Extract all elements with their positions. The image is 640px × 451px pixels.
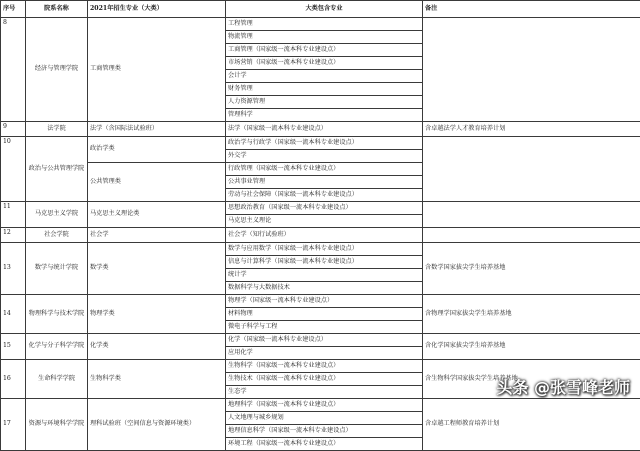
major-cell: 应用化学 — [226, 347, 423, 360]
major-cell: 化学（国家级一流本科专业建设点） — [226, 334, 423, 347]
table-row — [1, 228, 640, 243]
major-cell: 外交学 — [226, 150, 423, 163]
major-cell: 物理学（国家级一流本科专业建设点） — [226, 295, 423, 308]
row-seq: 10 — [1, 137, 26, 202]
major-cell: 工商管理（国家级一流本科专业建设点） — [226, 44, 423, 57]
major-cell: 人力资源管理 — [226, 96, 423, 109]
row-seq: 12 — [1, 228, 26, 243]
row-school: 物理科学与技术学院 — [26, 295, 88, 334]
major-cell: 行政管理（国家级一流本科专业建设点） — [226, 163, 423, 176]
table-row — [1, 360, 640, 373]
major-cell: 马克思主义理论 — [226, 215, 423, 228]
row-seq: 11 — [1, 202, 26, 228]
row-school: 社会学院 — [26, 228, 88, 243]
major-cell: 思想政治教育（国家级一流本科专业建设点） — [226, 202, 423, 215]
major-cell: 物流管理 — [226, 31, 423, 44]
major-cell: 政治学与行政学（国家级一流本科专业建设点） — [226, 137, 423, 150]
row-seq: 15 — [1, 334, 26, 360]
row-seq: 9 — [1, 122, 26, 137]
row-note: 含化学国家拔尖学生培养基地 — [423, 334, 640, 360]
row-seq: 17 — [1, 399, 26, 451]
major-cell: 管理科学 — [226, 109, 423, 122]
row-note — [423, 137, 640, 202]
major-cell: 地理信息科学（国家级一流本科专业建设点） — [226, 425, 423, 438]
row-seq: 8 — [1, 18, 26, 122]
row-school: 经济与管理学院 — [26, 18, 88, 122]
major-cell: 生态学 — [226, 386, 423, 399]
watermark-logo: 头条 @张雪峰老师 — [496, 375, 630, 398]
header-row — [1, 1, 640, 18]
major-cell: 材料物理 — [226, 308, 423, 321]
row-category: 马克思主义理论类 — [88, 202, 226, 228]
table-row — [1, 399, 640, 412]
row-school: 生命科学学院 — [26, 360, 88, 399]
row-school: 政治与公共管理学院 — [26, 137, 88, 202]
major-cell: 公共事业管理 — [226, 176, 423, 189]
row-category: 生物科学类 — [88, 360, 226, 399]
table-row — [1, 243, 640, 256]
major-cell: 地理科学（国家级一流本科专业建设点） — [226, 399, 423, 412]
major-cell: 工程管理 — [226, 18, 423, 31]
major-cell: 统计学 — [226, 269, 423, 282]
major-cell: 社会学（知行试验班） — [226, 228, 423, 243]
row-note: 含生物科学国家拔尖学生培养基地 — [423, 360, 640, 399]
row-note: 含卓越工程师教育培养计划 — [423, 399, 640, 451]
row-category: 公共管理类 — [88, 163, 226, 202]
table-row — [1, 122, 640, 137]
major-cell: 数据科学与大数据技术 — [226, 282, 423, 295]
major-cell: 人文地理与城乡规划 — [226, 412, 423, 425]
row-school: 资源与环境科学学院 — [26, 399, 88, 451]
table-row — [1, 202, 640, 215]
row-category: 政治学类 — [88, 137, 226, 163]
header-majors: 大类包含专业 — [226, 1, 423, 18]
row-category: 社会学 — [88, 228, 226, 243]
row-seq: 13 — [1, 243, 26, 295]
table-row — [1, 334, 640, 347]
header-school: 院系名称 — [26, 1, 88, 18]
row-school: 马克思主义学院 — [26, 202, 88, 228]
major-cell: 生物科学（国家级一流本科专业建设点） — [226, 360, 423, 373]
row-note — [423, 228, 640, 243]
row-seq: 14 — [1, 295, 26, 334]
major-cell: 数学与应用数学（国家级一流本科专业建设点） — [226, 243, 423, 256]
major-cell: 环境工程（国家级一流本科专业建设点） — [226, 438, 423, 451]
major-cell: 会计学 — [226, 70, 423, 83]
major-cell: 法学（国家级一流本科专业建设点） — [226, 122, 423, 137]
major-cell: 微电子科学与工程 — [226, 321, 423, 334]
row-category: 物理学类 — [88, 295, 226, 334]
major-cell: 劳动与社会保障（国家级一流本科专业建设点） — [226, 189, 423, 202]
major-cell: 生物技术（国家级一流本科专业建设点） — [226, 373, 423, 386]
row-category: 理科试验班（空间信息与资源环境类） — [88, 399, 226, 451]
major-cell: 财务管理 — [226, 83, 423, 96]
table-row — [1, 137, 640, 150]
row-note — [423, 202, 640, 228]
row-seq: 16 — [1, 360, 26, 399]
header-category: 2021年招生专业（大类） — [88, 1, 226, 18]
header-seq: 序号 — [1, 1, 26, 18]
row-category: 工商管理类 — [88, 18, 226, 122]
row-category: 法学（含国际法试验班） — [88, 122, 226, 137]
major-cell: 信息与计算科学（国家级一流本科专业建设点） — [226, 256, 423, 269]
row-category: 化学类 — [88, 334, 226, 360]
table-row — [1, 18, 640, 31]
header-note: 备注 — [423, 1, 640, 18]
row-school: 化学与分子科学学院 — [26, 334, 88, 360]
row-note — [423, 18, 640, 122]
row-note: 含卓越法学人才教育培养计划 — [423, 122, 640, 137]
row-school: 法学院 — [26, 122, 88, 137]
row-note: 含物理学国家拔尖学生培养基地 — [423, 295, 640, 334]
major-cell: 市场营销（国家级一流本科专业建设点） — [226, 57, 423, 70]
row-category: 数学类 — [88, 243, 226, 295]
table-row — [1, 295, 640, 308]
row-note: 含数学国家拔尖学生培养基地 — [423, 243, 640, 295]
row-school: 数学与统计学院 — [26, 243, 88, 295]
